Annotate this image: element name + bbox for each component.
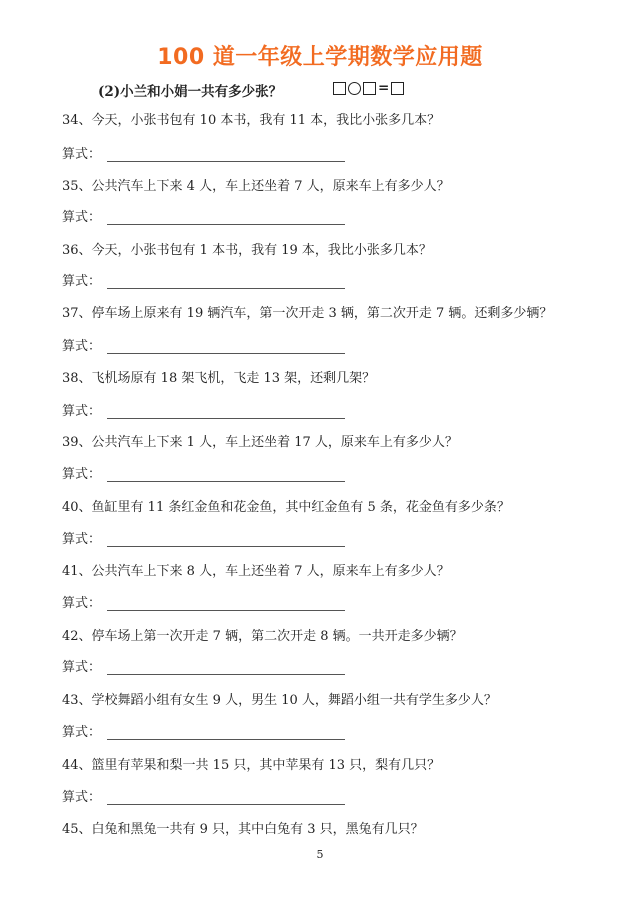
- answer-line[interactable]: [107, 532, 345, 547]
- answer-line[interactable]: [107, 404, 345, 419]
- answer-row-39: [62, 463, 345, 482]
- answer-line[interactable]: [107, 725, 345, 740]
- answer-label: 算式：: [62, 274, 102, 289]
- blank-box-icon: [363, 82, 376, 95]
- answer-line[interactable]: [107, 596, 345, 611]
- answer-label: 算式：: [62, 467, 102, 482]
- page-number: 5: [316, 848, 324, 861]
- answer-label: 算式：: [62, 147, 102, 162]
- answer-row-42: [62, 656, 345, 675]
- answer-row-34: [62, 143, 345, 162]
- question-39: 39、公共汽车上下来 1 人，车上还坐着 17 人，原来车上有多少人？: [62, 435, 458, 450]
- question-44: 44、篮里有苹果和梨一共 15 只，其中苹果有 13 只，梨有几只？: [62, 758, 441, 773]
- question-34: 34、今天，小张书包有 10 本书，我有 11 本，我比小张多几本？: [62, 113, 441, 128]
- answer-row-44: [62, 786, 345, 805]
- question-42: 42、停车场上第一次开走 7 辆，第二次开走 8 辆。一共开走多少辆？: [62, 629, 463, 644]
- question-40: 40、鱼缸里有 11 条红金鱼和花金鱼，其中红金鱼有 5 条，花金鱼有多少条？: [62, 500, 510, 515]
- answer-row-41: [62, 592, 345, 611]
- answer-row-40: [62, 528, 345, 547]
- answer-row-43: [62, 721, 345, 740]
- equation-template: [333, 80, 404, 96]
- answer-row-37: [62, 335, 345, 354]
- question-41: 41、公共汽车上下来 8 人，车上还坐着 7 人，原来车上有多少人？: [62, 564, 450, 579]
- answer-row-38: [62, 400, 345, 419]
- question-45: 45、白兔和黑兔一共有 9 只，其中白兔有 3 只，黑兔有几只？: [62, 822, 424, 837]
- answer-label: 算式：: [62, 532, 102, 547]
- answer-label: 算式：: [62, 339, 102, 354]
- answer-line[interactable]: [107, 339, 345, 354]
- answer-label: 算式：: [62, 790, 102, 805]
- blank-box-icon: [391, 82, 404, 95]
- answer-label: 算式：: [62, 660, 102, 675]
- answer-row-35: [62, 206, 345, 225]
- answer-label: 算式：: [62, 404, 102, 419]
- question-43: 43、学校舞蹈小组有女生 9 人，男生 10 人，舞蹈小组一共有学生多少人？: [62, 693, 497, 708]
- question-38: 38、飞机场原有 18 架飞机，飞走 13 架，还剩几架？: [62, 371, 376, 386]
- operator-circle-icon: [348, 82, 361, 95]
- sub-question: (2)小兰和小娟一共有多少张？: [98, 84, 283, 100]
- answer-line[interactable]: [107, 660, 345, 675]
- answer-label: 算式：: [62, 725, 102, 740]
- question-35: 35、公共汽车上下来 4 人，车上还坐着 7 人，原来车上有多少人？: [62, 179, 450, 194]
- answer-line[interactable]: [107, 790, 345, 805]
- answer-row-36: [62, 270, 345, 289]
- answer-line[interactable]: [107, 274, 345, 289]
- answer-label: 算式：: [62, 210, 102, 225]
- answer-label: 算式：: [62, 596, 102, 611]
- equals-sign: =: [378, 80, 390, 96]
- question-37: 37、停车场上原来有 19 辆汽车，第一次开走 3 辆，第二次开走 7 辆。还剩多少辆？: [62, 306, 553, 321]
- blank-box-icon: [333, 82, 346, 95]
- page-title: 100 道一年级上学期数学应用题: [157, 45, 483, 70]
- question-36: 36、今天，小张书包有 1 本书，我有 19 本，我比小张多几本？: [62, 243, 432, 258]
- answer-line[interactable]: [107, 467, 345, 482]
- answer-line[interactable]: [107, 147, 345, 162]
- answer-line[interactable]: [107, 210, 345, 225]
